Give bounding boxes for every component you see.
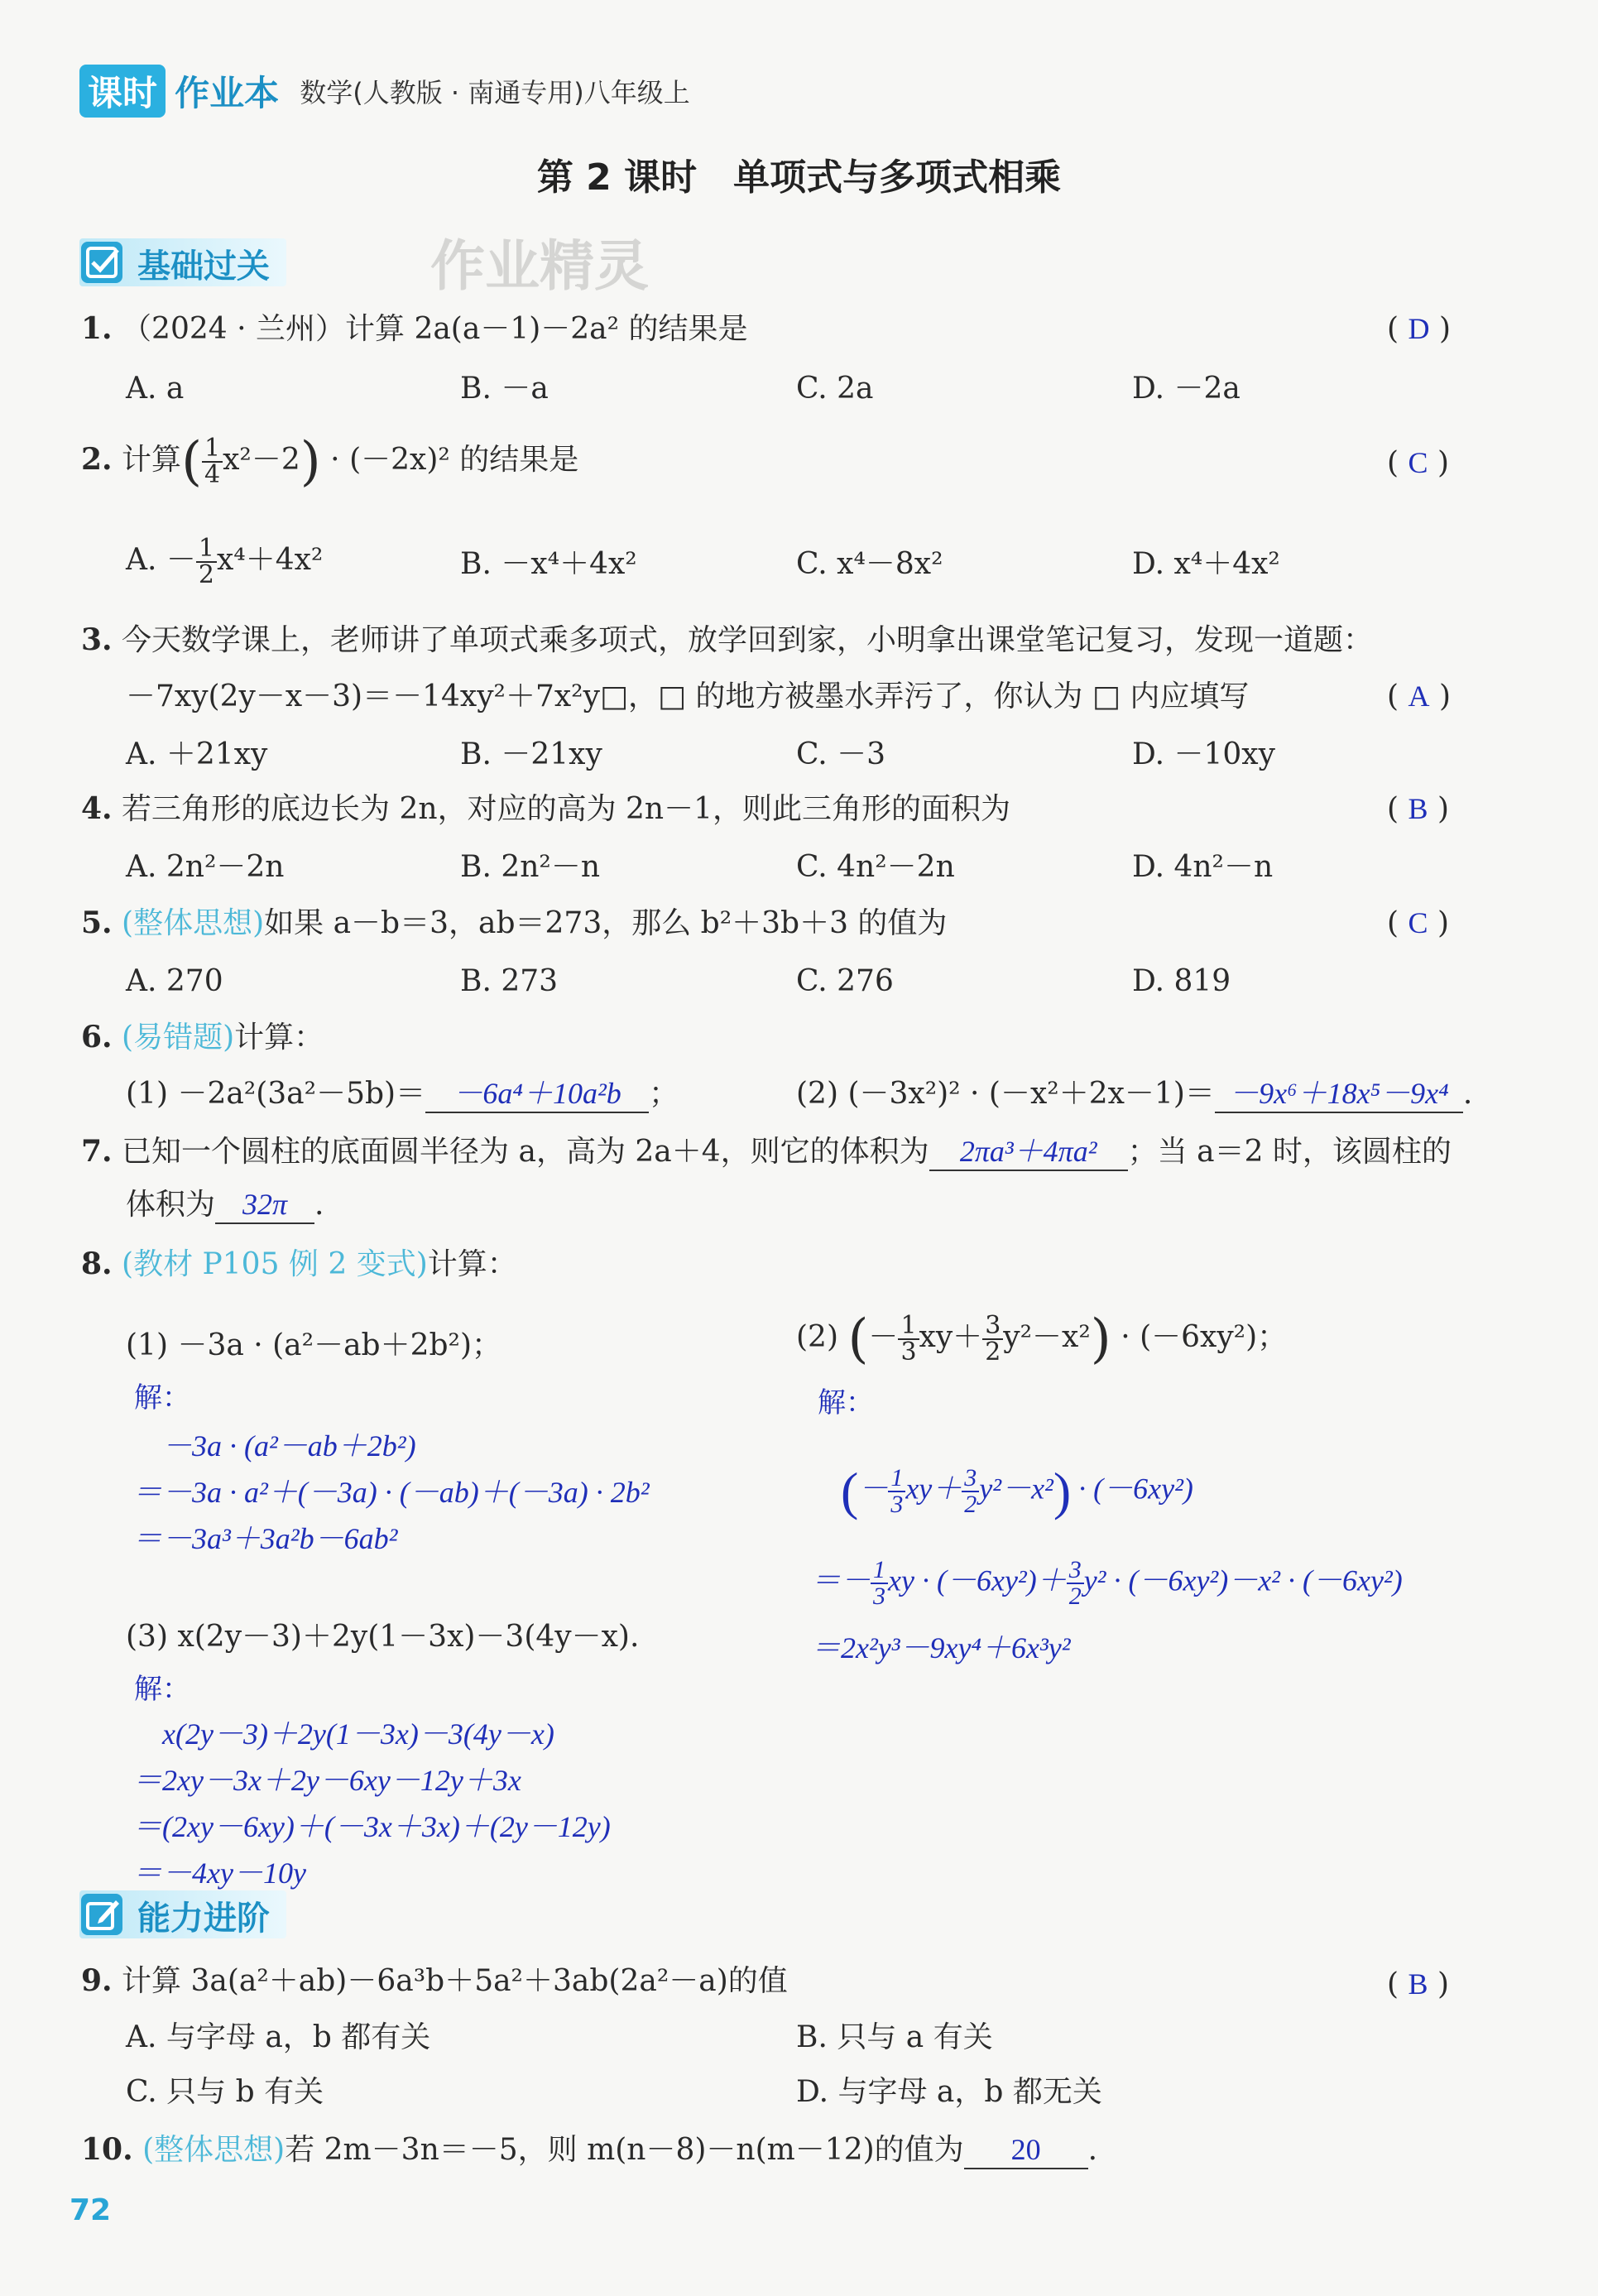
q3-line2: －7xy(2y－x－3)＝－14xy²＋7x²y□，□ 的地方被墨水弄污了，你认为 □ 内应填写 [126, 680, 1250, 713]
q5-option-c: C. 276 [796, 964, 894, 998]
q8-part3: (3) x(2y－3)＋2y(1－3x)－3(4y－x). [126, 1620, 640, 1654]
q4-stem: 4. 若三角形的底边长为 2n，对应的高为 2n－1，则此三角形的面积为 [81, 791, 1011, 826]
q4-option-a: A. 2n²－2n [126, 850, 285, 884]
q8-p1-sol-label: 解： [134, 1383, 190, 1414]
q5-option-d: D. 819 [1132, 964, 1231, 998]
q8-p3-sol-line: x(2y－3)＋2y(1－3x)－3(4y－x) [162, 1717, 554, 1751]
q8-p3-sol-line: ＝(2xy－6xy)＋(－3x＋3x)＋(2y－12y) [132, 1810, 611, 1843]
q2-stem: 2. 计算( $\frac{1}{4}$ x²－2) · (－2x)² 的结果是 [81, 431, 579, 492]
q8-p3-sol-line: ＝－4xy－10y [132, 1856, 306, 1890]
q1-answer: ( D ) [1387, 312, 1451, 346]
watermark: 作业精灵 [430, 234, 649, 298]
q5-answer: ( C ) [1387, 906, 1450, 940]
q7-line1: 7. 已知一个圆柱的底面圆半径为 a，高为 2a＋4，则它的体积为 2πa³＋4πa² ；当 a＝2 时，该圆柱的 [81, 1134, 1452, 1171]
q2-option-a: A. － $\frac{1}{2}$ x⁴＋4x² [126, 534, 324, 589]
q1-option-b: B. －a [460, 372, 549, 406]
brand-title: 作业本 [175, 73, 280, 113]
q3-option-d: D. －10xy [1132, 737, 1275, 771]
q2-option-c: C. x⁴－8x² [796, 547, 943, 581]
q9-option-c: C. 只与 b 有关 [126, 2075, 324, 2109]
q3-line1: 3. 今天数学课上，老师讲了单项式乘多项式，放学回到家，小明拿出课堂笔记复习，发现一道题： [81, 622, 1374, 657]
q6-stem: 6. (易错题)计算： [81, 1020, 324, 1054]
header [79, 65, 690, 114]
q2-option-d: D. x⁴＋4x² [1132, 547, 1280, 581]
q8-p2-sol-line3: ＝2x²y³－9xy⁴＋6x³y² [811, 1631, 1071, 1664]
q9-stem: 9. 计算 3a(a²＋ab)－6a³b＋5a²＋3ab(2a²－a)的值 [81, 1963, 788, 1998]
page-number: 72 [70, 2193, 112, 2227]
q4-option-d: D. 4n²－n [1132, 850, 1274, 884]
checkbox-icon [81, 242, 122, 283]
q8-p1-sol-line: ＝－3a³＋3a²b－6ab² [132, 1522, 398, 1555]
q3-option-c: C. －3 [796, 737, 886, 771]
q8-p2-sol-line2: ＝－ $\frac{1}{3}$ xy · (－6xy²)＋ $\frac{3}{2}$ y² · (－6xy²)－x² · (－6xy²) [811, 1556, 1403, 1610]
q3-option-b: B. －21xy [460, 737, 602, 771]
q2-answer: ( C ) [1387, 446, 1450, 480]
q2-option-b: B. －x⁴＋4x² [460, 547, 637, 581]
q9-option-a: A. 与字母 a，b 都有关 [126, 2020, 431, 2054]
q6-part2: (2) (－3x²)² · (－x²＋2x－1)＝ －9x⁶＋18x⁵－9x⁴ . [796, 1076, 1472, 1113]
q7-line2: 体积为 32π . [126, 1187, 324, 1224]
section-advanced-title: 能力进阶 [137, 1900, 270, 1938]
q4-answer: ( B ) [1387, 792, 1450, 826]
q9-answer: ( B ) [1387, 1967, 1450, 2001]
q3-option-a: A. ＋21xy [126, 737, 268, 771]
q1-option-c: C. 2a [796, 372, 874, 406]
q1-stem: 1. （2024 · 兰州）计算 2a(a－1)－2a² 的结果是 [81, 311, 748, 346]
q4-option-b: B. 2n²－n [460, 850, 601, 884]
q8-part2: (2) (－ $\frac{1}{3}$ xy＋ $\frac{3}{2}$ y²－x²) · (－6xy²)； [796, 1309, 1288, 1370]
q3-answer: ( A ) [1387, 680, 1451, 713]
q5-option-a: A. 270 [126, 964, 223, 998]
lesson-title: 第 2 课时 单项式与多项式相乘 [536, 156, 1062, 199]
section-basic-title: 基础过关 [137, 247, 270, 286]
q9-option-d: D. 与字母 a，b 都无关 [796, 2075, 1102, 2109]
q5-stem: 5. (整体思想)如果 a－b＝3，ab＝273，那么 b²＋3b＋3 的值为 [81, 905, 948, 940]
q1-option-d: D. －2a [1132, 372, 1240, 406]
q8-part1: (1) －3a · (a²－ab＋2b²)； [126, 1328, 502, 1362]
logo-badge: 课时 [79, 65, 166, 118]
q8-p3-sol-line: ＝2xy－3x＋2y－6xy－12y＋3x [132, 1764, 521, 1797]
q8-p3-sol-label: 解： [134, 1674, 190, 1705]
q8-p2-sol-line1: (－ $\frac{1}{3}$ xy＋ $\frac{3}{2}$ y²－x²) · (－6xy²) [841, 1462, 1193, 1520]
q4-option-c: C. 4n²－2n [796, 850, 955, 884]
q8-p1-sol-line: ＝－3a · a²＋(－3a) · (－ab)＋(－3a) · 2b² [132, 1476, 650, 1509]
q6-part1: (1) －2a²(3a²－5b)＝ －6a⁴＋10a²b ； [126, 1076, 679, 1113]
q1-option-a: A. a [126, 372, 185, 406]
q8-stem: 8. (教材 P105 例 2 变式)计算： [81, 1246, 517, 1281]
q10-stem: 10. (整体思想)若 2m－3n＝－5，则 m(n－8)－n(m－12)的值为 20 . [81, 2132, 1097, 2169]
book-subtitle: 数学(人教版 · 南通专用)八年级上 [300, 77, 690, 108]
q8-p1-sol-line: －3a · (a²－ab＋2b²) [162, 1429, 416, 1463]
q8-p2-sol-label: 解： [818, 1388, 874, 1419]
pencil-icon [81, 1894, 122, 1935]
q9-option-b: B. 只与 a 有关 [796, 2020, 993, 2054]
q5-option-b: B. 273 [460, 964, 559, 998]
